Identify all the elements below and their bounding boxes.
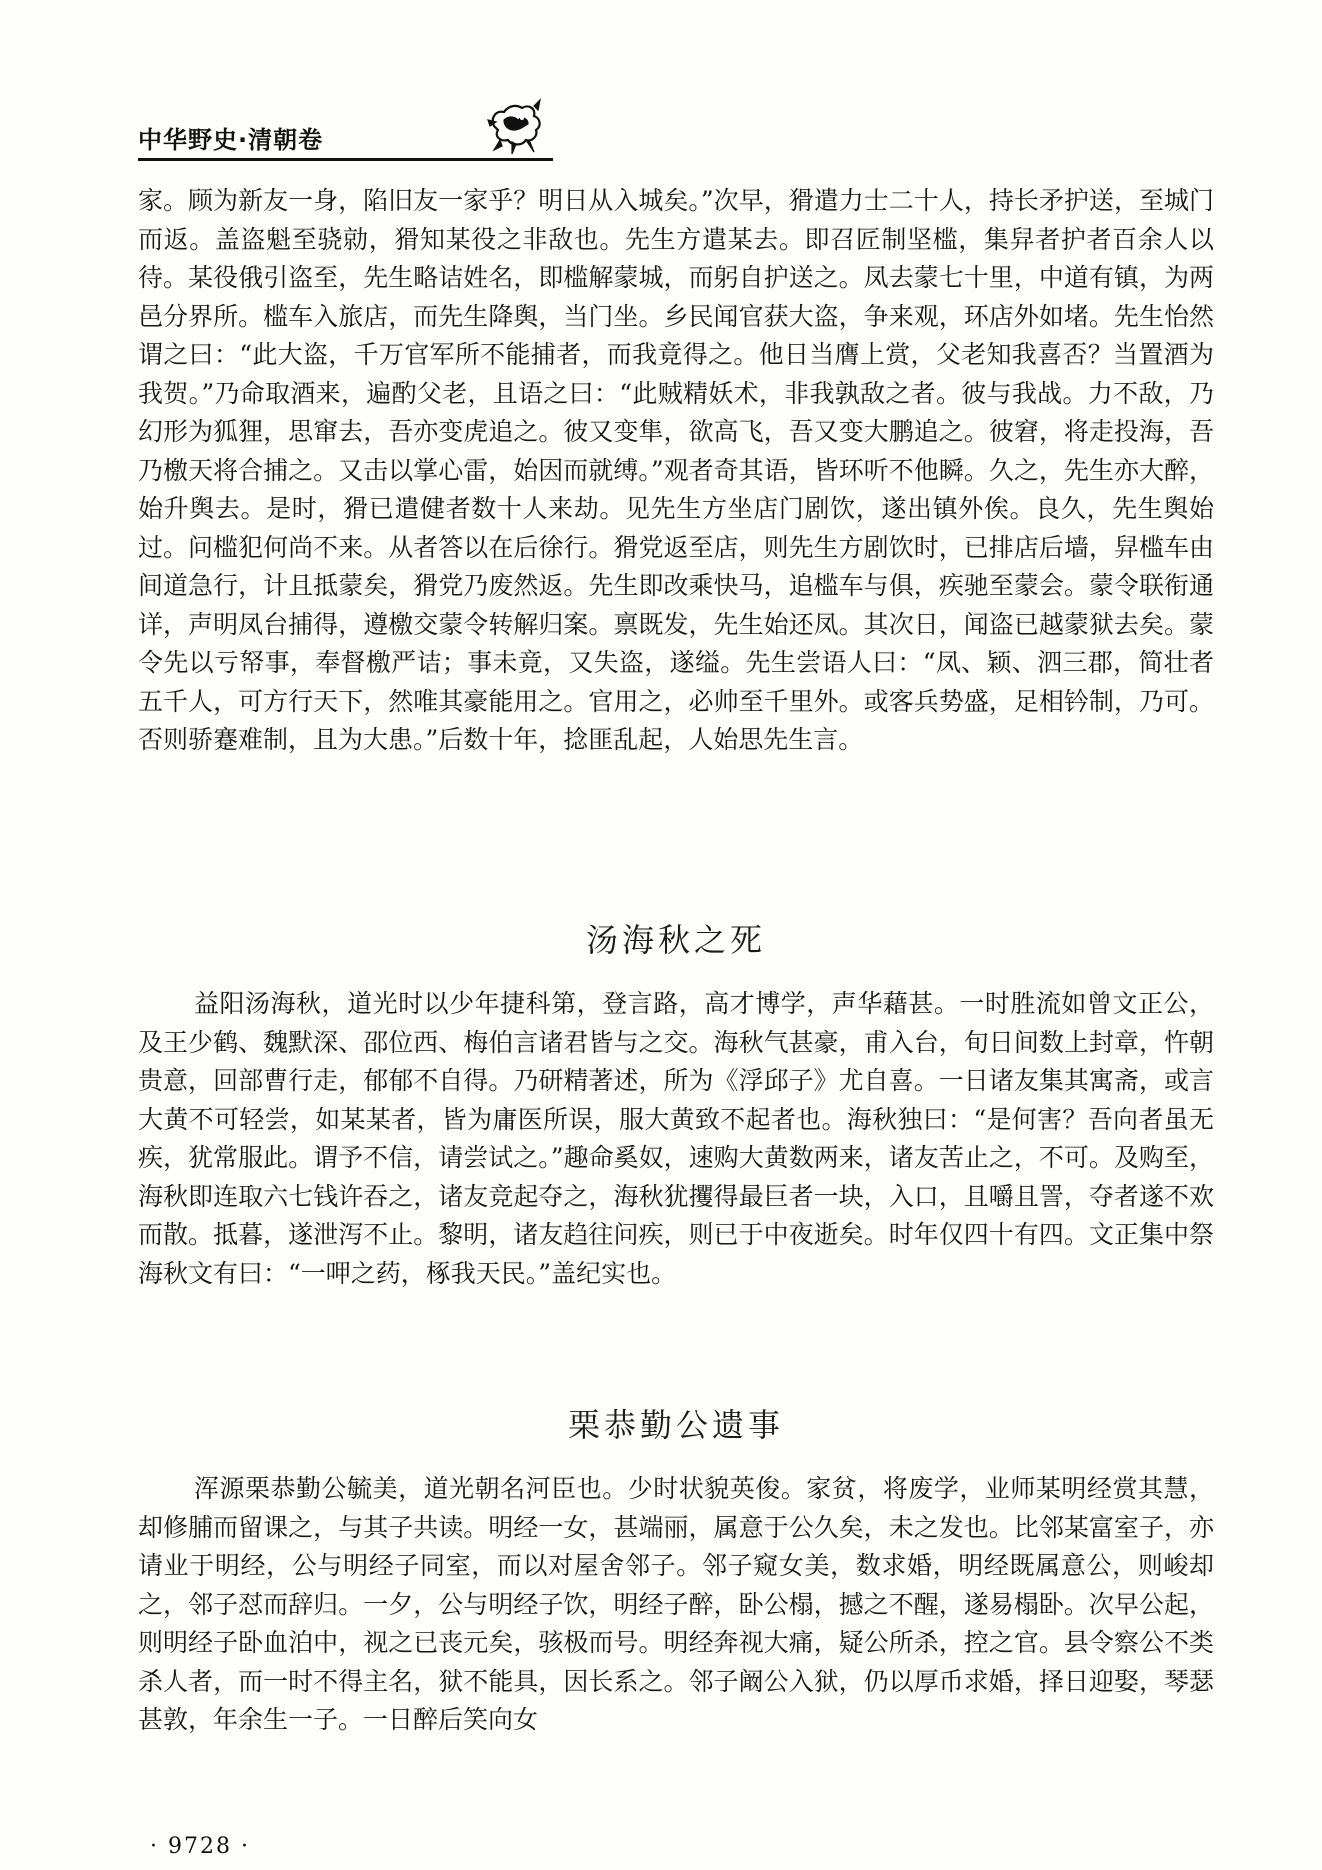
running-header (138, 112, 1188, 160)
section-li-gongqin-text (138, 1470, 1214, 1740)
section-tang-haiqiu-text (138, 985, 1214, 1293)
section-title-li-gongqin: 栗恭勤公遗事 (567, 1406, 784, 1444)
dragon-emblem-icon (482, 96, 546, 156)
book-title: 中华野史·清朝卷 (138, 126, 324, 154)
section-continued-text (138, 182, 1214, 760)
paragraph: 益阳汤海秋，道光时以少年捷科第，登言路，高才博学，声华藉甚。一时胜流如曾文正公，及王少鹤、魏默深、邵位西、梅伯言诸君皆与之交。海秋气甚豪，甫入台，旬日间数上封章，忤朝贵意，回部曹行走，郁郁不自得。乃研精著述，所为《浮邱子》尤自喜。一日诸友集其寓斋，或言大黄不可轻尝，如某某者，皆为庸医所误，服大黄致不起者也。海秋独曰：“是何害？吾向者虽无疾，犹常服此。谓予不信，请尝试之。”趣命奚奴，速购大黄数两来，诸友苦止之，不可。及购至，海秋即连取六七钱许吞之，诸友竞起夺之，海秋犹攫得最巨者一块，入口，且嚼且詈，夺者遂不欢而散。抵暮，遂泄泻不止。黎明，诸友趋往问疾，则已于中夜逝矣。时年仅四十有四。文正集中祭海秋文有曰：“一呷之药，椓我天民。”盖纪实也。 (138, 989, 1214, 1288)
paragraph: 家。顾为新友一身，陷旧友一家乎？明日从入城矣。”次早，猾遣力士二十人，持长矛护送，至城门而返。盖盗魁至骁勍，猾知某役之非敌也。先生方遣某去。即召匠制坚槛，集舁者护者百余人以待。某役俄引盗至，先生略诘姓名，即槛解蒙城，而躬自护送之。凤去蒙七十里，中道有镇，为两邑分界所。槛车入旅店，而先生降舆，当门坐。乡民闻官获大盗，争来观，环店外如堵。先生怡然谓之曰：“此大盗，千万官军所不能捕者，而我竟得之。他日当膺上赏，父老知我喜否？当置酒为我贺。”乃命取酒来，遍酌父老，且语之曰：“此贼精妖术，非我孰敌之者。彼与我战。力不敌，乃幻形为狐狸，思窜去，吾亦变虎追之。彼又变隼，欲高飞，吾又变大鹏追之。彼窘，将走投海，吾乃檄天将合捕之。又击以掌心雷，始因而就缚。”观者奇其语，皆环听不他瞬。久之，先生亦大醉，始升舆去。是时，猾已遣健者数十人来劫。见先生方坐店门剧饮，遂出镇外俟。良久，先生舆始过。问槛犯何尚不来。从者答以在后徐行。猾党返至店，则先生方剧饮时，已排店后墙，舁槛车由间道急行，计且抵蒙矣，猾党乃废然返。先生即改乘快马，追槛车与俱，疾驰至蒙会。蒙令联衔通详，声明凤台捕得，遵檄交蒙令转解归案。禀既发，先生始还凤。其次日，闻盗已越蒙狱去矣。蒙令先以亏帑事，奉督檄严诘；事未竟，又失盗，遂缢。先生尝语人曰：“凤、颖、泗三郡，简壮者五千人，可方行天下，然唯其豪能用之。官用之，必帅至千里外。或客兵势盛，足相钤制，乃可。否则骄蹇难制，且为大患。”后数十年，捻匪乱起，人始思先生言。 (138, 186, 1214, 754)
page-number: · 9728 · (150, 1834, 250, 1859)
section-title-tang-haiqiu: 汤海秋之死 (585, 921, 766, 959)
header-rule (138, 158, 553, 161)
paragraph: 浑源栗恭勤公毓美，道光朝名河臣也。少时状貌英俊。家贫，将废学，业师某明经赏其慧，却修脯而留课之，与其子共读。明经一女，甚端丽，属意于公久矣，未之发也。比邻某富室子，亦请业于明经，公与明经子同室，而以对屋舍邻子。邻子窥女美，数求婚，明经既属意公，则峻却之，邻子怼而辞归。一夕，公与明经子饮，明经子醉，卧公榻，撼之不醒，遂易榻卧。次早公起，则明经子卧血泊中，视之已丧元矣，骇极而号。明经奔视大痛，疑公所杀，控之官。县令察公不类杀人者，而一时不得主名，狱不能具，因长系之。邻子阚公入狱，仍以厚币求婚，择日迎娶，琴瑟甚敦，年余生一子。一日醉后笑向女 (138, 1474, 1214, 1734)
